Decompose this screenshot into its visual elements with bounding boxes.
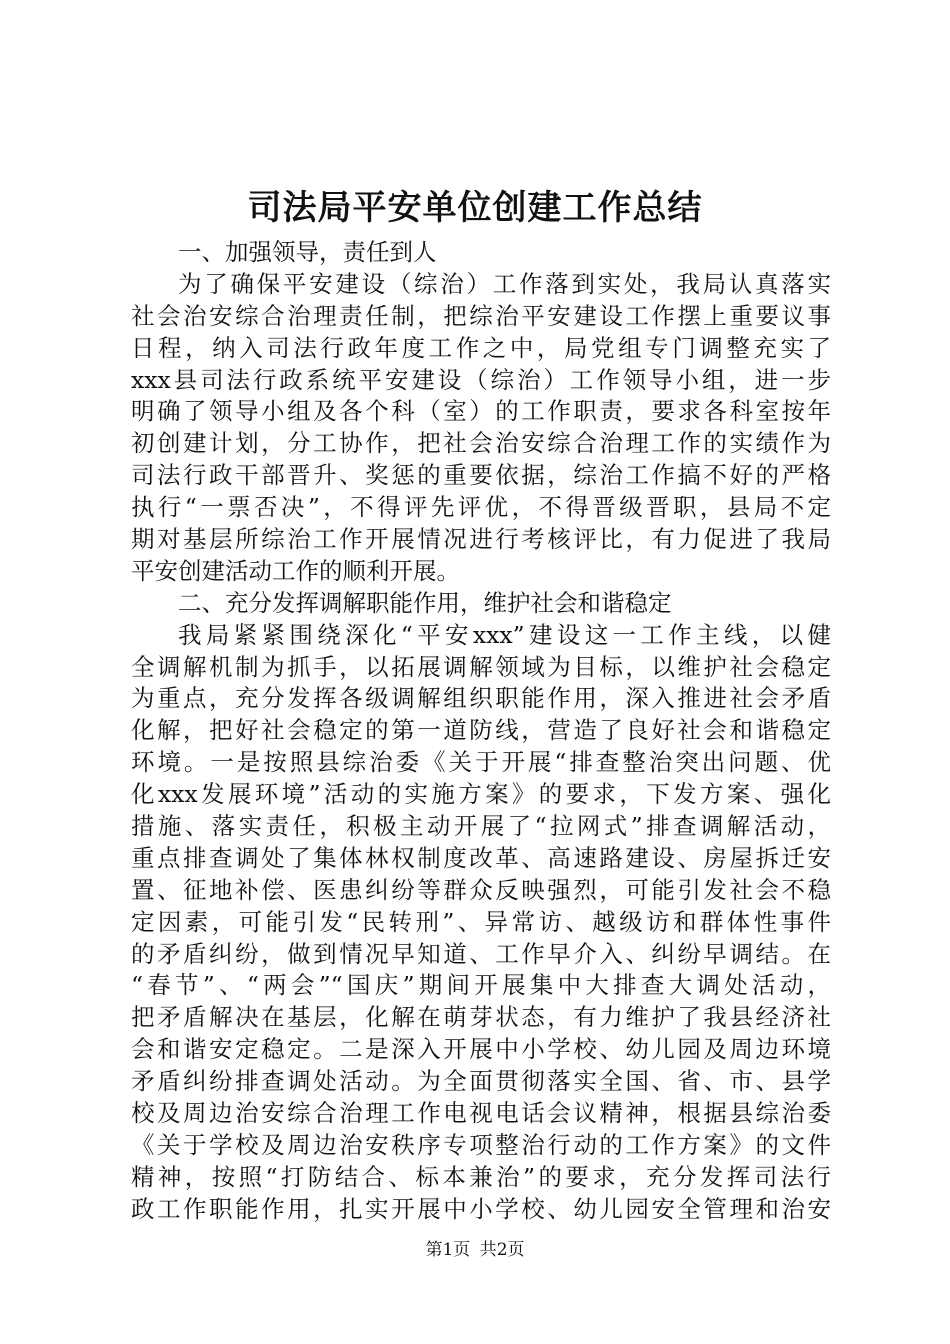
paragraph-line: 日程，纳入司法行政年度工作之中，局党组专门调整充实了 [131,333,831,362]
paragraph-line: 我局紧紧围绕深化“平安xxx”建设这一工作主线，以健 [178,620,831,649]
paragraph-line: 置、征地补偿、医患纠纷等群众反映强烈，可能引发社会不稳 [131,875,831,904]
paragraph-line: 矛盾纠纷排查调处活动。为全面贯彻落实全国、省、市、县学 [131,1067,831,1096]
paragraph-line: 期对基层所综治工作开展情况进行考核评比，有力促进了我局 [131,525,831,554]
paragraph-line: 化xxx发展环境”活动的实施方案》的要求，下发方案、强化 [131,780,831,809]
document-title: 司法局平安单位创建工作总结 [247,188,703,228]
paragraph-line: 化解，把好社会稳定的第一道防线，营造了良好社会和谐稳定 [131,716,831,745]
paragraph-line: 环境。一是按照县综治委《关于开展“排查整治突出问题、优 [131,748,831,777]
document-body [131,237,831,1226]
paragraph-line: 初创建计划，分工协作，把社会治安综合治理工作的实绩作为 [131,429,831,458]
paragraph-line: 明确了领导小组及各个科（室）的工作职责，要求各科室按年 [131,397,831,426]
section-heading: 一、加强领导，责任到人 [178,238,437,266]
paragraph-line: 精神，按照“打防结合、标本兼治”的要求，充分发挥司法行 [131,1162,831,1191]
page-number: 第1页 [425,1240,471,1260]
paragraph-line: 重点排查调处了集体林权制度改革、高速路建设、房屋拆迁安 [131,843,831,872]
paragraph-line: 平安创建活动工作的顺利开展。 [131,556,460,585]
paragraph-line: 《关于学校及周边治安秩序专项整治行动的工作方案》的文件 [131,1130,831,1159]
paragraph-line: 社会治安综合治理责任制，把综治平安建设工作摆上重要议事 [131,301,831,330]
paragraph-line: 执行“一票否决”，不得评先评优，不得晋级晋职，县局不定 [131,493,831,522]
page-footer [0,1238,950,1262]
paragraph-line: 的矛盾纠纷，做到情况早知道、工作早介入、纠纷早调结。在 [131,939,831,968]
page-total: 共2页 [479,1240,525,1260]
paragraph-line: 定因素，可能引发“民转刑”、异常访、越级访和群体性事件 [131,907,831,936]
paragraph-line: 全调解机制为抓手，以拓展调解领域为目标，以维护社会稳定 [131,652,831,681]
paragraph-line: 把矛盾解决在基层，化解在萌芽状态，有力维护了我县经济社 [131,1003,831,1032]
paragraph-line: 校及周边治安综合治理工作电视电话会议精神，根据县综治委 [131,1099,831,1128]
paragraph-line: 为了确保平安建设（综治）工作落到实处，我局认真落实 [178,269,831,298]
paragraph-line: 为重点，充分发挥各级调解组织职能作用，深入推进社会矛盾 [131,684,831,713]
paragraph-line: xxx县司法行政系统平安建设（综治）工作领导小组，进一步 [131,365,831,394]
section-heading: 二、充分发挥调解职能作用，维护社会和谐稳定 [178,588,672,617]
paragraph-line: 措施、落实责任，积极主动开展了“拉网式”排查调解活动， [131,812,831,841]
paragraph-line: 政工作职能作用，扎实开展中小学校、幼儿园安全管理和治安 [131,1194,831,1223]
paragraph-line: 会和谐安定稳定。二是深入开展中小学校、幼儿园及周边环境 [131,1035,831,1064]
paragraph-line: 司法行政干部晋升、奖惩的重要依据，综治工作搞不好的严格 [131,461,831,490]
paragraph-line: “春节”、“两会”“国庆”期间开展集中大排查大调处活动， [131,971,831,1000]
